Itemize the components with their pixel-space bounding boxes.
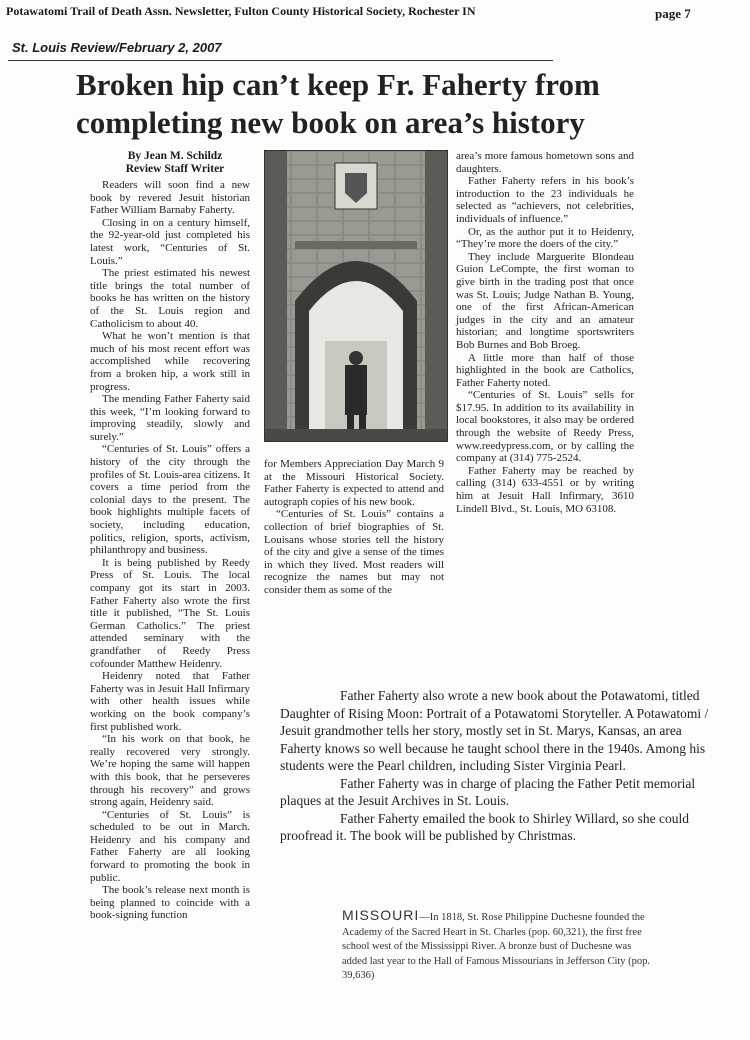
article-photo xyxy=(264,150,448,442)
sidebar-text: —In 1818, St. Rose Philippine Duchesne founded the Academy of the Sacred Heart in St. Charles (pop. 60,321), the first free school west of the Mississippi River. A bronze bust of Duchesne was added last year to the Hall of Famous Missourians in Jefferson City (pop. 39,636) xyxy=(342,912,651,981)
missouri-sidebar xyxy=(342,908,652,984)
paragraph: for Members Appreciation Day March 9 at the Missouri Historical Society. Father Faherty is expected to attend and autograph copies of his new book. xyxy=(264,458,444,508)
paragraph: The priest estimated his newest title brings the total number of books he has written on the history of the St. Louis region and Catholicism to about 40. xyxy=(90,267,250,330)
addendum-paragraph: Father Faherty was in charge of placing the Father Petit memorial plaques at the Jesuit Archives in St. Louis. xyxy=(280,775,696,808)
paragraph: Father Faherty refers in his book’s introduction to the 23 individuals he selected as “achievers, not celebrities, individuals of influence.” xyxy=(456,175,634,225)
source-line: St. Louis Review/February 2, 2007 xyxy=(12,40,222,55)
source-rule xyxy=(8,60,553,61)
paragraph: The mending Father Faherty said this week, “I’m looking forward to improving steadily, slowly and surely.” xyxy=(90,393,250,443)
paragraph: “Centuries of St. Louis” contains a collection of brief biographies of St. Louisans whose stories tell the history of the city and give a sense of the times in which they lived. Most readers will recognize the names but may not consider them as some of the xyxy=(264,508,444,596)
addendum-note xyxy=(280,687,720,845)
paragraph: area’s more famous hometown sons and daughters. xyxy=(456,150,634,175)
paragraph: Closing in on a century himself, the 92-year-old just completed his latest work, “Centuries of St. Louis.” xyxy=(90,216,250,267)
byline-title: Review Staff Writer xyxy=(125,163,225,175)
article-headline xyxy=(76,66,696,142)
paragraph: “Centuries of St. Louis” sells for $17.95. In addition to its availability in local bookstores, it also may be ordered through the website of Reedy Press, www.reedypress.com, or by calling the company at (314) 775-2524. xyxy=(456,389,634,465)
paragraph: “Centuries of St. Louis” offers a history of the city through the profiles of St. Louis-area citizens. It covers a time period from the colonial days to the present. The book highlights multiple facets of society, including education, politics, religion, sports, activism, philanthropy and business. xyxy=(90,443,250,557)
paragraph: They include Marguerite Blondeau Guion LeCompte, the first woman to give birth in the trading post that once was St. Louis; Judge Nathan B. Young, one of the first African-American judges in the city and an amateur historian; and longtime sportswriters Bob Burnes and Bob Broeg. xyxy=(456,250,634,351)
archway-photo-illustration xyxy=(265,151,447,441)
paragraph: Heidenry noted that Father Faherty was in Jesuit Hall Infirmary with other health issues while working on the book company’s first published work. xyxy=(90,670,250,733)
paragraph: A little more than half of those highlighted in the book are Catholics, Father Faherty noted. xyxy=(456,351,634,389)
paragraph: “In his work on that book, he really recovered very strongly. We’re hoping the same will happen with this book, that he perseveres through his recovery” and grows strong again, Heidenry said. xyxy=(90,733,250,809)
sidebar-lead: MISSOURI xyxy=(342,907,420,923)
paragraph: The book’s release next month is being planned to coincide with a book-signing function xyxy=(90,884,250,922)
byline xyxy=(100,150,250,176)
paragraph: It is being published by Reedy Press of St. Louis. The local company got its start in 2003. Father Faherty also wrote the first title it published, “The St. Louis German Catholics.” The priest attended seminary with the grandfather of Reedy Press cofounder Matthew Heidenry. xyxy=(90,556,250,670)
paragraph: Father Faherty may be reached by calling (314) 633-4551 or by writing him at Jesuit Hall Infirmary, 3610 Lindell Blvd., St. Louis, MO 63108. xyxy=(456,464,634,515)
addendum-paragraph: Father Faherty emailed the book to Shirley Willard, so she could proofread it. The book will be published by Christmas. xyxy=(280,810,690,843)
headline-line-1: Broken hip can’t keep Fr. Faherty from xyxy=(76,67,600,102)
paragraph: Or, as the author put it to Heidenry, “They’re more the doers of the city.” xyxy=(456,225,634,251)
newsletter-header: Potawatomi Trail of Death Assn. Newsletter, Fulton County Historical Society, Rochester IN xyxy=(6,4,476,18)
article-column-2 xyxy=(264,458,444,597)
byline-name: By Jean M. Schildz xyxy=(127,150,223,162)
addendum-paragraph: Father Faherty also wrote a new book about the Potawatomi, titled Daughter of Rising Moon: Portrait of a Potawatomi Storyteller. A Potawatomi / Jesuit grandmother tells her story, mostly set in St. Marys, Kansas, an area Faherty knows so well because he taught school there in the 1940s. Among his students were the Pearl children, including Sister Virginia Pearl. xyxy=(280,688,709,773)
paragraph: “Centuries of St. Louis” is scheduled to be out in March. Heidenry and his company and Father Faherty are all looking forward to promoting the book in public. xyxy=(90,808,250,884)
paragraph: What he won’t mention is that much of his most recent effort was accomplished while recovering from a broken hip, a work still in progress. xyxy=(90,330,250,393)
page-number: page 7 xyxy=(655,6,691,21)
article-column-3 xyxy=(456,150,634,515)
headline-line-2: completing new book on area’s history xyxy=(76,105,585,140)
article-column-1 xyxy=(90,179,250,922)
paragraph: Readers will soon find a new book by revered Jesuit historian Father William Barnaby Faherty. xyxy=(90,179,250,217)
